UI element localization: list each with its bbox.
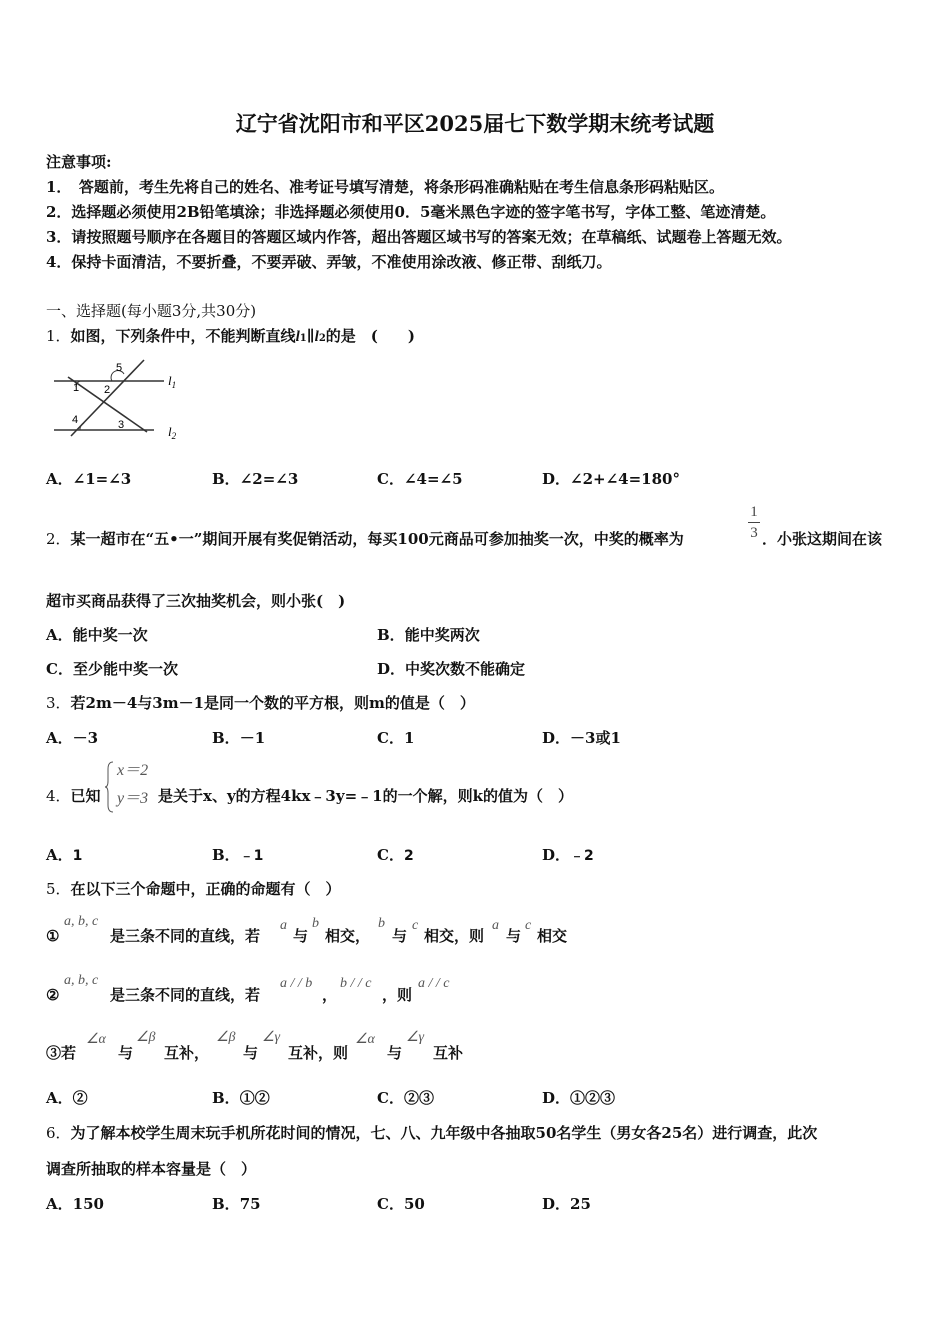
- math-b: b: [378, 916, 385, 931]
- line-label-subscript: 1: [171, 380, 177, 390]
- option-c: [377, 1194, 425, 1214]
- proposition-text: 互补，: [164, 1044, 210, 1062]
- option-text: ①②③: [570, 1089, 616, 1107]
- option-text: ∠4=∠5: [403, 470, 463, 488]
- section-heading: 一、选择题(每小题3分,共30分): [46, 302, 257, 320]
- option-letter: A．: [46, 626, 73, 644]
- proposition-text: 与: [506, 927, 522, 945]
- proposition-text: 与: [118, 1044, 134, 1062]
- system-equation-2: y＝3: [117, 790, 149, 807]
- option-d: [542, 728, 621, 748]
- brace-path: [105, 762, 113, 812]
- line-label-subscript: 2: [171, 431, 177, 441]
- option-letter: C．: [377, 729, 404, 747]
- line-l1-symbol: l: [295, 329, 300, 345]
- option-text: ∠2=∠3: [239, 470, 299, 488]
- option-c: [377, 1088, 434, 1108]
- proposition-3-mark: [46, 1043, 76, 1063]
- option-a: [46, 625, 148, 645]
- option-letter: D．: [377, 660, 406, 678]
- option-c: [46, 659, 178, 679]
- option-letter: A．: [46, 846, 73, 864]
- option-letter: B．: [377, 626, 405, 644]
- option-text: 75: [239, 1195, 261, 1213]
- proposition-text: 与: [387, 1044, 403, 1062]
- parallel-lines-figure: [48, 352, 188, 447]
- math-a-parallel-b: a / / b: [280, 976, 313, 991]
- line-l2-symbol: l: [314, 329, 319, 345]
- question-text: 如图，下列条件中，不能判断直线: [70, 327, 296, 345]
- option-letter: B．: [212, 1195, 240, 1213]
- proposition-text: 互补，则: [288, 1044, 349, 1062]
- math-c: c: [412, 918, 419, 933]
- question-text: 是关于x、y的方程4kx﹣3y=﹣1的一个解，则k的值为（ ）: [158, 787, 573, 805]
- option-text: 25: [570, 1195, 591, 1213]
- question-4: [46, 786, 101, 806]
- fraction-one-third: [747, 503, 761, 542]
- math-b-parallel-c: b / / c: [340, 976, 372, 991]
- option-text: ﹣2: [570, 848, 594, 864]
- option-text: ∠1=∠3: [72, 470, 132, 488]
- option-letter: B．: [212, 470, 240, 488]
- option-letter: C．: [377, 1089, 404, 1107]
- option-letter: B．: [212, 729, 240, 747]
- option-letter: D．: [542, 470, 571, 488]
- angle-label: 4: [72, 414, 79, 426]
- option-c: [377, 728, 414, 748]
- proposition-text: 是三条不同的直线，若: [110, 927, 261, 945]
- proposition-text: 相交，: [325, 927, 371, 945]
- question-number: 5．: [46, 880, 71, 898]
- question-1: [46, 326, 415, 349]
- option-text: 至少能中奖一次: [72, 660, 178, 678]
- fraction-denominator: 3: [750, 525, 758, 541]
- question-6: [46, 1123, 817, 1143]
- option-a: [46, 469, 131, 489]
- option-a: [46, 1194, 104, 1214]
- option-letter: C．: [377, 470, 404, 488]
- line-label-l2: [168, 424, 177, 441]
- question-5: [46, 879, 341, 899]
- option-a: [46, 1088, 88, 1108]
- option-d: [542, 1194, 591, 1214]
- question-number: 2．: [46, 530, 71, 548]
- option-b: [212, 469, 298, 489]
- option-text: 能中奖一次: [72, 626, 148, 644]
- line-label-l1: [168, 373, 176, 390]
- option-letter: B．: [212, 846, 240, 864]
- option-d: [542, 469, 680, 489]
- math-a-parallel-c: a / / c: [418, 976, 450, 991]
- proposition-mark: ③: [46, 1044, 62, 1062]
- math-angle-beta: ∠β: [216, 1030, 236, 1045]
- option-letter: C．: [46, 660, 73, 678]
- question-number: 6．: [46, 1124, 71, 1142]
- option-d: [542, 845, 594, 866]
- question-text: 已知: [70, 787, 101, 805]
- math-angle-alpha: ∠α: [355, 1032, 375, 1047]
- math-angle-gamma: ∠γ: [406, 1030, 425, 1045]
- option-text: ②③: [403, 1089, 434, 1107]
- math-angle-alpha: ∠α: [86, 1032, 106, 1047]
- question-text: 若2m－4与3m－1是同一个数的平方根，则m的值是（ ）: [70, 694, 475, 712]
- math-c: c: [525, 918, 532, 933]
- option-b: [212, 845, 263, 866]
- parallel-symbol: ∥: [306, 327, 315, 345]
- option-b: [212, 1088, 270, 1108]
- notice-item: 2．选择题必须使用2B铅笔填涂；非选择题必须使用0．5毫米黑色字迹的签字笔书写，字体工整、笔迹清楚。: [46, 203, 776, 221]
- proposition-text: ，: [322, 986, 338, 1004]
- subscript: 2: [318, 333, 326, 344]
- option-letter: D．: [542, 1195, 571, 1213]
- proposition-2-mark: ②: [46, 986, 60, 1004]
- option-letter: D．: [542, 1089, 571, 1107]
- proposition-text: 是三条不同的直线，若: [110, 986, 261, 1004]
- option-letter: C．: [377, 846, 404, 864]
- option-text: 150: [72, 1195, 104, 1213]
- proposition-text: 互补: [433, 1044, 464, 1062]
- question-text: 调查所抽取的样本容量是（ ）: [46, 1160, 257, 1178]
- question-text: ．小张这期间在该: [762, 530, 883, 548]
- math-a: a: [492, 918, 499, 933]
- math-angle-beta: ∠β: [136, 1030, 156, 1045]
- notice-heading: 注意事项:: [46, 153, 112, 171]
- option-text: ①②: [239, 1089, 270, 1107]
- option-letter: A．: [46, 1195, 73, 1213]
- question-text: 的是 ( ): [325, 327, 415, 345]
- angle-label: 5: [116, 362, 123, 374]
- subscript: 1: [299, 333, 307, 344]
- system-equation-1: x＝2: [117, 762, 149, 779]
- question-text: 在以下三个命题中，正确的命题有（ ）: [70, 880, 341, 898]
- line-label-letter: l: [168, 424, 172, 439]
- option-letter: A．: [46, 1089, 73, 1107]
- angle-label: 1: [73, 382, 80, 394]
- proposition-text: 与: [392, 927, 408, 945]
- option-text: 2: [403, 848, 414, 864]
- option-letter: C．: [377, 1195, 404, 1213]
- notice-item: 3．请按照题号顺序在各题目的答题区域内作答，超出答题区域书写的答案无效；在草稿纸、试题卷上答题无效。: [46, 228, 792, 246]
- proposition-text: 与: [243, 1044, 259, 1062]
- system-brace: [105, 761, 115, 813]
- option-letter: A．: [46, 729, 73, 747]
- math-abc: a, b, c: [64, 973, 99, 988]
- option-text: 能中奖两次: [404, 626, 480, 644]
- option-letter: D．: [542, 846, 571, 864]
- option-text: ∠2+∠4=180°: [570, 470, 680, 488]
- notice-item: 4．保持卡面清洁，不要折叠，不要弄破、弄皱，不准使用涂改液、修正带、刮纸刀。: [46, 253, 612, 271]
- proposition-1-mark: ①: [46, 927, 60, 945]
- question-text: 超市买商品获得了三次抽奖机会，则小张( ): [46, 592, 346, 610]
- question-number: 4．: [46, 787, 71, 805]
- angle-label: 3: [118, 419, 125, 431]
- page-title: 辽宁省沈阳市和平区2025届七下数学期末统考试题: [235, 111, 715, 136]
- option-text: －3或1: [570, 729, 621, 747]
- option-a: [46, 728, 98, 748]
- math-a: a: [280, 918, 287, 933]
- option-letter: A．: [46, 470, 73, 488]
- math-abc: a, b, c: [64, 914, 99, 929]
- question-text: 为了解本校学生周末玩手机所花时间的情况，七、八、九年级中各抽取50名学生（男女各25名）进行调查，此次: [70, 1124, 818, 1142]
- option-b: [212, 1194, 261, 1214]
- option-b: [212, 728, 265, 748]
- angle-label: 2: [104, 384, 111, 396]
- proposition-text: 相交: [537, 927, 568, 945]
- option-text: 中奖次数不能确定: [405, 660, 526, 678]
- option-text: 1: [403, 729, 415, 747]
- option-text: －3: [72, 729, 99, 747]
- question-number: 1．: [46, 327, 71, 345]
- option-letter: B．: [212, 1089, 240, 1107]
- option-text: 50: [403, 1195, 425, 1213]
- question-2: [46, 529, 684, 549]
- option-text: ②: [72, 1089, 88, 1107]
- fraction-numerator: 1: [750, 504, 758, 520]
- option-text: －1: [239, 729, 266, 747]
- option-text: ﹣1: [239, 848, 264, 864]
- proposition-text: ，则: [382, 986, 413, 1004]
- option-c: [377, 845, 414, 866]
- line-label-letter: l: [168, 373, 172, 388]
- math-angle-gamma: ∠γ: [262, 1030, 281, 1045]
- option-d: [542, 1088, 615, 1108]
- question-text: 某一超市在“五•一”期间开展有奖促销活动，每买100元商品可参加抽奖一次，中奖的概率为: [70, 530, 684, 548]
- option-c: [377, 469, 463, 489]
- proposition-text: 相交，则: [424, 927, 485, 945]
- question-number: 3．: [46, 694, 71, 712]
- option-a: [46, 845, 82, 866]
- proposition-text: 若: [61, 1044, 77, 1062]
- question-3: [46, 693, 475, 713]
- math-b: b: [312, 916, 319, 931]
- fraction-bar: [748, 522, 760, 523]
- notice-item: 1． 答题前，考生先将自己的姓名、准考证号填写清楚，将条形码准确粘贴在考生信息条形码粘贴区。: [46, 178, 724, 196]
- option-letter: D．: [542, 729, 571, 747]
- option-text: 1: [72, 848, 83, 864]
- option-b: [377, 625, 480, 645]
- proposition-text: 与: [293, 927, 309, 945]
- option-d: [377, 659, 525, 679]
